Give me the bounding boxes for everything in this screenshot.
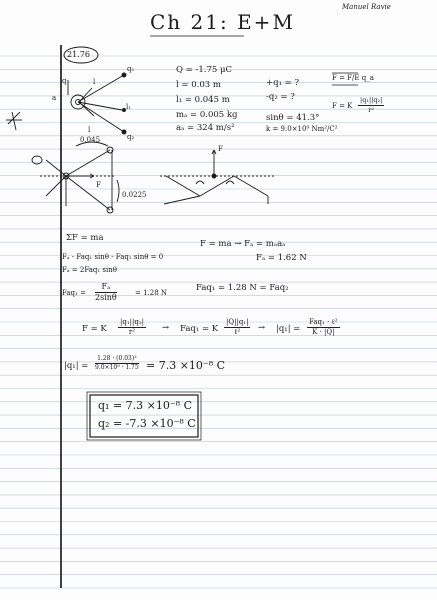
answer-q2: q₂ = -7.3 ×10⁻⁸ C (98, 417, 196, 430)
q1-frac (307, 319, 340, 336)
formula-coulomb-den: r² (368, 105, 374, 114)
q1-calc-num: 1.28 · (0.03)² (95, 356, 139, 364)
q1-calc-frac (95, 356, 139, 371)
formula-coulomb-frac (358, 97, 384, 113)
label-dist-side: 0.0225 (122, 191, 147, 199)
formula-coulomb-num: |q₁||q₂| (360, 96, 383, 104)
q1-num: Faq₁ · ℓ² (309, 318, 338, 326)
label-l-bottom: l (88, 126, 91, 134)
f-ma: F = ma → Fₐ = mₐaₐ (200, 239, 286, 249)
q1-den: K · |Q| (312, 328, 335, 336)
label-dist-top: 0.045 (80, 136, 101, 144)
given-k: k = 9.0×10⁹ Nm²/C² (266, 125, 338, 133)
label-q: q (62, 77, 67, 85)
arrow-1: → (162, 323, 170, 333)
eq2: Fₐ = 2Faq₁ sinθ (62, 266, 117, 274)
faq1-result: = 1.28 N (135, 289, 168, 297)
coulomb2-den: r² (128, 328, 136, 336)
author-name: Manuel Ravie (342, 3, 391, 11)
faq-equal: Faq₁ = 1.28 N = Faq₂ (196, 283, 289, 293)
coulomb2-frac (118, 319, 146, 336)
given-sin: sinθ = 41.3° (266, 113, 320, 123)
label-a: a (52, 94, 57, 102)
label-q2: q₂ (127, 133, 135, 141)
faq1b-frac (224, 319, 250, 336)
q1-calc-lhs: |q₁| = (64, 361, 89, 371)
q1-lhs: |q₁| = (276, 324, 301, 334)
faq1-den: 2sinθ (95, 293, 117, 302)
fa-value: Fₐ = 1.62 N (256, 253, 307, 263)
label-f2: F (218, 145, 223, 153)
eq1: Fₐ - Faq₁ sinθ - Faq₂ sinθ = 0 (62, 253, 164, 261)
answer-q1: q₁ = 7.3 ×10⁻⁸ C (98, 399, 192, 412)
formula-vector-f: F = F/E q_a (332, 74, 374, 82)
faq1-frac (95, 283, 117, 302)
faq1-num: Fₐ (95, 283, 117, 293)
coulomb2-num: |q₁||q₂| (120, 318, 145, 326)
label-q1: q₁ (127, 65, 135, 73)
sum-f: ΣF = ma (66, 233, 104, 243)
formula-coulomb-lhs: F = K (332, 102, 353, 110)
page-title: Ch 21: E+M (150, 10, 295, 34)
q1-calc-result: = 7.3 ×10⁻⁸ C (146, 359, 226, 372)
label-f1: F (96, 181, 101, 189)
arrow-2: → (258, 323, 266, 333)
faq1b-lhs: Faq₁ = K (180, 324, 219, 334)
given-aa: aₐ = 324 m/s² (176, 123, 235, 133)
faq1b-den: ℓ² (234, 328, 241, 336)
net-force-diagram (160, 150, 274, 204)
given-q2: -q₂ = ? (266, 92, 295, 102)
given-q1: +q₁ = ? (266, 78, 300, 88)
coulomb2-lhs: F = K (82, 324, 107, 334)
q1-calc-den: 9.0×10⁹ · 1.75 (95, 364, 139, 371)
faq1b-num: |Q||q₁| (226, 318, 249, 326)
label-l: l (93, 78, 96, 86)
label-l1: l₁ (126, 103, 132, 111)
given-l: l = 0.03 m (176, 80, 221, 90)
ruled-lines (0, 56, 437, 588)
given-l1: l₁ = 0.045 m (176, 95, 230, 105)
faq1-lhs: Faq₁ = (62, 289, 86, 297)
problem-number: 21.76 (67, 50, 90, 59)
given-Q: Q = -1.75 μC (176, 65, 233, 75)
given-ma: mₐ = 0.005 kg (176, 110, 238, 120)
